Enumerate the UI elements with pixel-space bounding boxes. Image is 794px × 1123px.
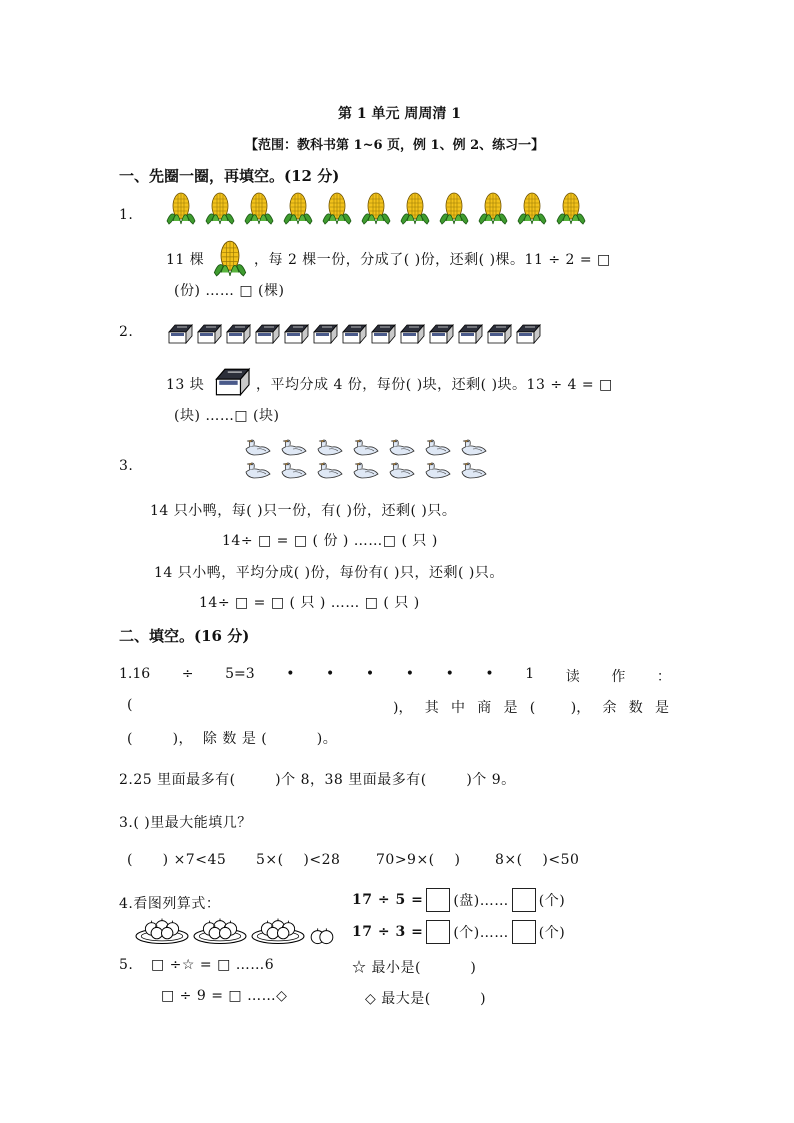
section1-heading: 一、先圈一圈，再填空。(12 分) — [119, 167, 340, 185]
q1-number: 1. — [119, 207, 134, 223]
q2-number: 2. — [119, 324, 134, 340]
corn-row — [165, 191, 594, 225]
eq2-prefix: 17 ÷ 3 = — [352, 924, 424, 940]
duck-icon — [458, 461, 490, 479]
q2-line1: ，平均分成 4 份，每份( )块，还剩( )块。13 ÷ 4 = □ — [256, 377, 613, 393]
duck-icon — [314, 438, 346, 456]
q1-line2: (份) …… □ (棵) — [174, 283, 285, 299]
s2-q5-line2: □ ÷ 9 = □ ……◇ — [161, 988, 288, 1004]
s2-q1-char: 余 — [602, 700, 617, 716]
corn-icon — [438, 191, 470, 225]
apple-plate-icon — [251, 916, 305, 946]
eq1-middle: (盘)…… — [453, 893, 509, 909]
corn-icon — [282, 191, 314, 225]
corn-icon — [209, 239, 251, 277]
s2-q3-item: 8×( )<50 — [495, 852, 580, 868]
s2-q1-token: 读 — [565, 669, 580, 685]
s2-q2: 2.25 里面最多有( )个 8，38 里面最多有( )个 9。 — [119, 772, 516, 788]
corn-icon — [321, 191, 353, 225]
s2-q1-token: • — [365, 666, 375, 682]
s2-q1-blank: ( )， — [529, 700, 591, 716]
s2-q1-token: • — [286, 666, 295, 682]
s2-q1-token: ： — [656, 669, 671, 685]
eraser-icon — [428, 322, 454, 346]
duck-icon — [350, 461, 382, 479]
section2-heading: 二、填空。(16 分) — [119, 627, 250, 645]
corn-icon — [204, 191, 236, 225]
corn-icon — [477, 191, 509, 225]
s2-q1-open-paren: ( — [127, 697, 133, 713]
s2-q1-token: • — [485, 666, 494, 682]
s2-q1-close-paren: )， — [393, 700, 413, 716]
s2-q1-token: • — [326, 666, 335, 682]
duck-row-top — [242, 438, 494, 456]
duck-icon — [242, 461, 274, 479]
corn-icon — [555, 191, 587, 225]
s2-q5-number: 5. — [119, 957, 134, 973]
eraser-icon — [486, 322, 512, 346]
s2-q5-line2-right: ◇ 最大是( ) — [365, 991, 487, 1007]
s2-q5-line1: □ ÷☆ = □ ……6 — [151, 957, 275, 973]
s2-q4-eq1 — [352, 888, 565, 912]
duck-icon — [422, 438, 454, 456]
s2-q1-char: 其 — [424, 700, 439, 716]
q2-line2: (块) ……□ (块) — [174, 408, 280, 424]
s2-q1-token: ÷ — [181, 666, 194, 682]
q3-number: 3. — [119, 458, 134, 474]
s2-q1-line1 — [119, 666, 671, 686]
s2-q1-char: 商 — [477, 700, 492, 716]
q2-line1-prefix: 13 块 — [166, 377, 205, 393]
eq1-suffix: (个) — [538, 893, 566, 909]
duck-icon — [278, 438, 310, 456]
eq2-middle: (个)…… — [453, 925, 509, 941]
s2-q1-token: • — [445, 666, 454, 682]
corn-icon — [243, 191, 275, 225]
apple-plates — [135, 916, 335, 946]
apple-plate-icon — [135, 916, 189, 946]
eraser-icon — [399, 322, 425, 346]
answer-box[interactable] — [512, 888, 536, 912]
corn-icon — [165, 191, 197, 225]
s2-q1-line2 — [393, 697, 669, 717]
s2-q1-line3: ( )， 除 数 是 ( )。 — [127, 731, 338, 747]
s2-q1-char: 中 — [450, 700, 465, 716]
corn-icon — [399, 191, 431, 225]
eq2-suffix: (个) — [538, 925, 566, 941]
q3-line3: 14 只小鸭，平均分成( )份，每份有( )只，还剩( )只。 — [154, 565, 504, 581]
s2-q1-char: 是 — [655, 700, 669, 716]
duck-icon — [314, 461, 346, 479]
eq1-prefix: 17 ÷ 5 = — [352, 892, 424, 908]
eraser-icon — [196, 322, 222, 346]
eraser-icon — [225, 322, 251, 346]
duck-icon — [350, 438, 382, 456]
s2-q1-char: 是 — [503, 700, 518, 716]
s2-q3-item: 5×( )<28 — [256, 852, 341, 868]
eraser-icon — [210, 365, 254, 399]
s2-q1-token: • — [405, 666, 414, 682]
answer-box[interactable] — [426, 888, 450, 912]
s2-q1-token: 作 — [611, 669, 626, 685]
s2-q3-item: ( ) ×7<45 — [127, 852, 227, 868]
s2-q3-title: 3.( )里最大能填几？ — [119, 815, 252, 831]
duck-icon — [458, 438, 490, 456]
eraser-icon — [312, 322, 338, 346]
eraser-icon — [254, 322, 280, 346]
s2-q1-token: 1 — [525, 666, 535, 682]
q3-line1: 14 只小鸭，每( )只一份，有( )份，还剩( )只。 — [150, 503, 457, 519]
apple-icon — [309, 926, 335, 946]
duck-icon — [242, 438, 274, 456]
eraser-icon — [283, 322, 309, 346]
corn-icon — [360, 191, 392, 225]
duck-icon — [422, 461, 454, 479]
duck-icon — [278, 461, 310, 479]
s2-q4-eq2 — [352, 920, 565, 944]
duck-icon — [386, 461, 418, 479]
q1-line1: ，每 2 棵一份，分成了( )份，还剩( )棵。11 ÷ 2 = □ — [254, 252, 611, 268]
apple-plate-icon — [193, 916, 247, 946]
corn-icon — [516, 191, 548, 225]
duck-row-bottom — [242, 461, 494, 479]
eraser-icon — [515, 322, 541, 346]
eraser-icon — [370, 322, 396, 346]
answer-box[interactable] — [426, 920, 450, 944]
eraser-icon — [457, 322, 483, 346]
scope-note: 【范围：教科书第 1~6 页，例 1、例 2、练习一】 — [245, 138, 545, 153]
s2-q1-token: 1.16 — [119, 666, 151, 682]
q3-line2: 14÷ □ = □ ( 份 ) ……□ ( 只 ) — [222, 533, 438, 549]
q3-line4: 14÷ □ = □ ( 只 ) …… □ ( 只 ) — [199, 595, 420, 611]
page-title: 第 1 单元 周周清 1 — [338, 106, 461, 122]
s2-q3-item: 70>9×( ) — [376, 852, 461, 868]
eraser-icon — [167, 322, 193, 346]
eraser-row — [167, 322, 544, 346]
s2-q1-char: 数 — [628, 700, 643, 716]
answer-box[interactable] — [512, 920, 536, 944]
s2-q4-label: 4.看图列算式： — [119, 896, 221, 912]
s2-q5-line1-right: ☆ 最小是( ) — [352, 960, 477, 976]
duck-icon — [386, 438, 418, 456]
s2-q1-token: 5=3 — [225, 666, 255, 682]
eraser-icon — [341, 322, 367, 346]
q1-line1-prefix: 11 棵 — [166, 252, 205, 268]
